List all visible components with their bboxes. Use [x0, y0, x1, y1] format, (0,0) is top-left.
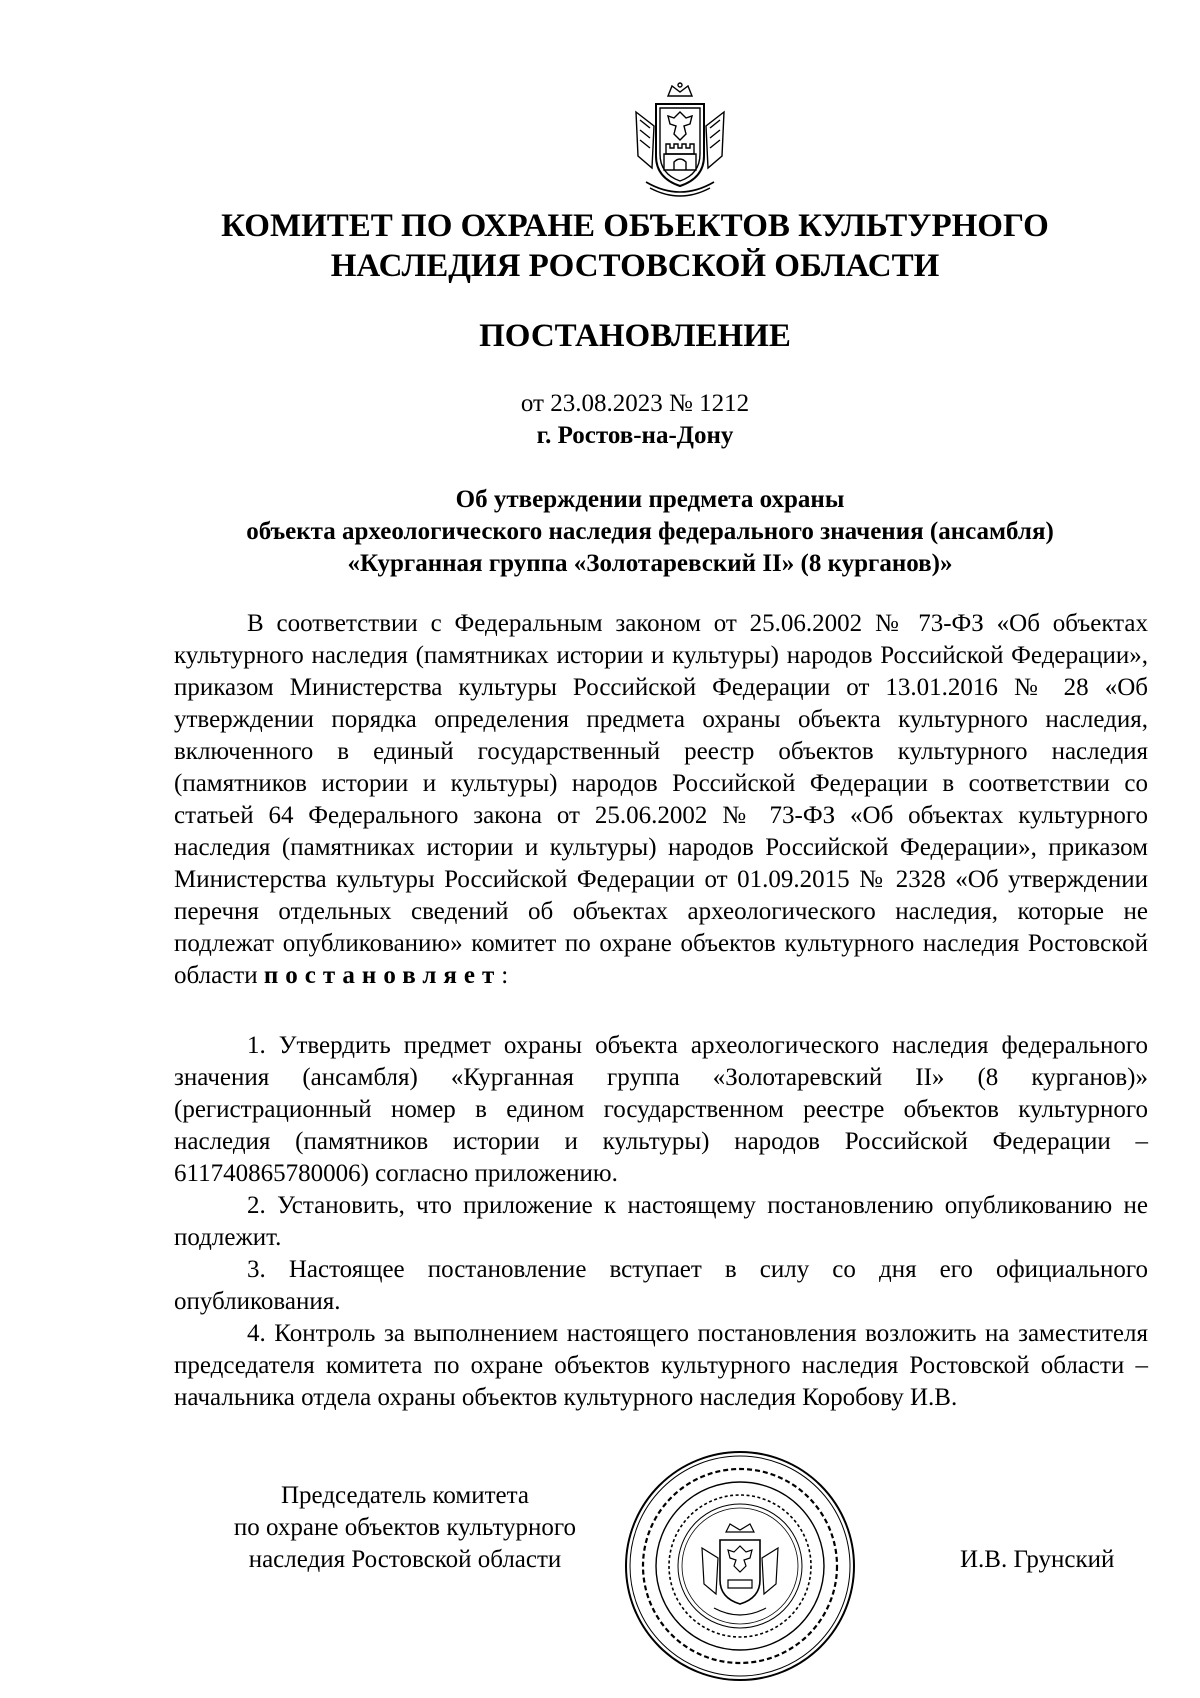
signatory-position-line-1: Председатель комитета — [281, 1482, 529, 1509]
signatory-position-line-3: наследия Ростовской области — [248, 1546, 562, 1573]
signatory-name: И.В. Грунский — [960, 1546, 1115, 1573]
resolution-item: 4. Контроль за выполнением настоящего постановления возложить на заместителя председателя комитета по охране объектов культурного наследия Ростовской области – начальника отдела охраны объектов культурного наследия Коробову И.В. — [174, 1320, 1148, 1411]
signatory-position-line-2: по охране объектов культурного — [233, 1514, 577, 1541]
resolution-items — [174, 1030, 1148, 1414]
resolution-item: 3. Настоящее постановление вступает в силу со дня его официального опубликования. — [174, 1256, 1148, 1315]
preamble-tail: : — [501, 962, 509, 989]
organization-name-line-1: КОМИТЕТ ПО ОХРАНЕ ОБЪЕКТОВ КУЛЬТУРНОГО — [221, 208, 1049, 244]
resolve-word: постановляет — [263, 962, 502, 989]
preamble-paragraph — [174, 608, 1148, 992]
document-title-line-1: Об утверждении предмета охраны — [455, 486, 845, 513]
resolution-item: 2. Установить, что приложение к настоящему постановлению опубликованию не подлежит. — [174, 1192, 1148, 1251]
coat-of-arms-icon — [628, 82, 732, 204]
official-seal-icon — [622, 1448, 858, 1684]
preamble-text: В соответствии с Федеральным законом от 25.06.2002 № 73-ФЗ «Об объектах культурного наследия (памятниках истории и культуры) народов Российской Федерации», приказом Министерства культуры Российской Федерации от 13.01.2016 № 28 «Об утверждении порядка определения предмета охраны объекта культурного наследия, включенного в единый государственный реестр объектов культурного наследия (памятников истории и культуры) народов Российской Федерации в соответствии со статьей 64 Федерального закона от 25.06.2002 № 73-ФЗ «Об объектах культурного наследия (памятниках истории и культуры) народов Российской Федерации», приказом Министерства культуры Российской Федерации от 01.09.2015 № 2328 «Об утверждении перечня отдельных сведений об объектах археологического наследия, которые не подлежат опубликованию» комитет по охране объектов культурного наследия Ростовской области — [174, 610, 1148, 989]
resolution-item: 1. Утвердить предмет охраны объекта археологического наследия федерального значения (ансамбля) «Курганная группа «Золотаревский II» (8 курганов)» (регистрационный номер в едином государственном реестре объектов культурного наследия (памятников истории и культуры) народов Российской Федерации – 611740865780006) согласно приложению. — [174, 1032, 1148, 1187]
document-title-line-3: «Курганная группа «Золотаревский II» (8 курганов)» — [347, 550, 953, 577]
signatory-position — [195, 1480, 615, 1576]
document-type: ПОСТАНОВЛЕНИЕ — [479, 318, 791, 354]
date-and-number: от 23.08.2023 № 1212 — [520, 390, 750, 417]
preamble — [174, 608, 1148, 992]
city: г. Ростов-на-Дону — [536, 422, 734, 449]
document-title-line-2: объекта археологического наследия федерального значения (ансамбля) — [246, 518, 1054, 545]
organization-name-line-2: НАСЛЕДИЯ РОСТОВСКОЙ ОБЛАСТИ — [330, 248, 940, 284]
